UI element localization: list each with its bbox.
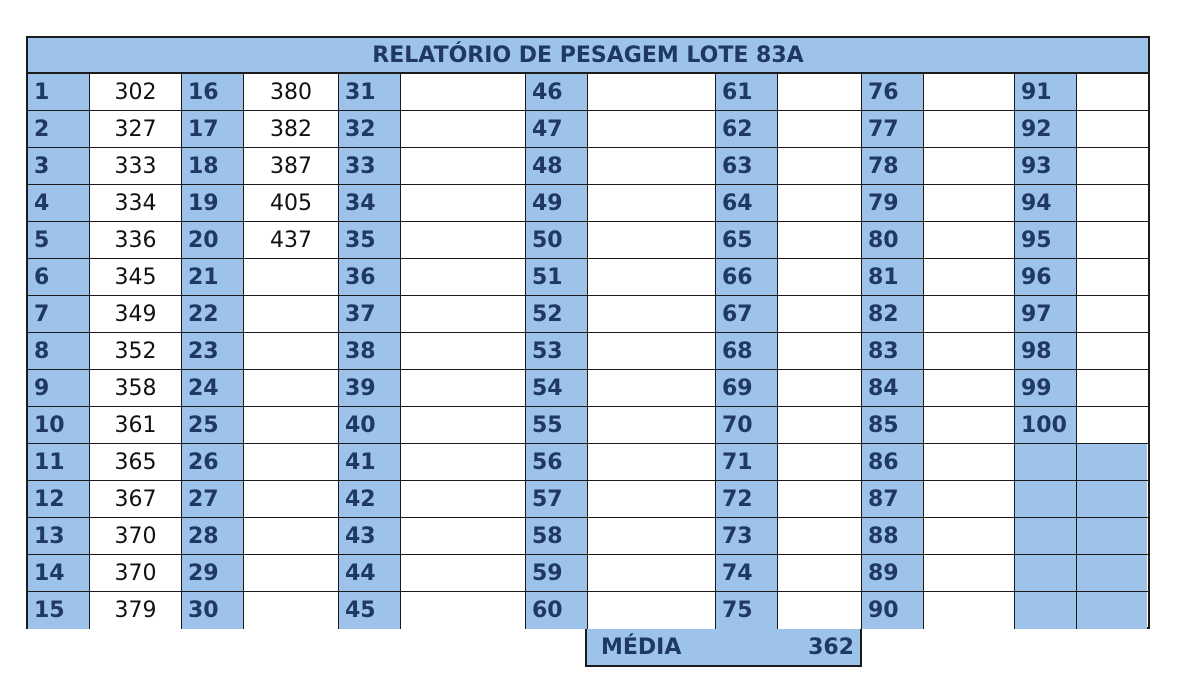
animal-number-cell: 96 (1015, 259, 1077, 295)
animal-number-cell: 18 (182, 148, 244, 184)
weight-value-cell (1077, 555, 1147, 591)
animal-number-cell: 94 (1015, 185, 1077, 221)
animal-number-cell: 84 (862, 370, 924, 406)
animal-number-cell: 11 (28, 444, 90, 480)
animal-number-cell: 36 (339, 259, 401, 295)
animal-number-cell: 95 (1015, 222, 1077, 258)
weight-value-cell (924, 259, 1015, 295)
weight-value-cell (588, 148, 716, 184)
animal-number-cell: 2 (28, 111, 90, 147)
animal-number-cell: 60 (526, 592, 588, 629)
animal-number-cell: 28 (182, 518, 244, 554)
animal-number-cell: 13 (28, 518, 90, 554)
animal-number-cell: 65 (716, 222, 778, 258)
weight-value-cell (588, 333, 716, 369)
animal-number-cell: 70 (716, 407, 778, 443)
animal-number-cell: 56 (526, 444, 588, 480)
weight-value-cell (778, 407, 862, 443)
animal-number-cell: 52 (526, 296, 588, 332)
animal-number-cell: 90 (862, 592, 924, 629)
weight-value-cell (924, 148, 1015, 184)
animal-number-cell: 73 (716, 518, 778, 554)
table-row (28, 111, 1148, 148)
average-box (585, 629, 862, 667)
weight-value-cell: 405 (244, 185, 339, 221)
animal-number-cell: 88 (862, 518, 924, 554)
animal-number-cell: 7 (28, 296, 90, 332)
animal-number-cell (1015, 481, 1077, 517)
animal-number-cell: 92 (1015, 111, 1077, 147)
animal-number-cell: 1 (28, 74, 90, 110)
animal-number-cell: 50 (526, 222, 588, 258)
animal-number-cell: 37 (339, 296, 401, 332)
animal-number-cell: 72 (716, 481, 778, 517)
weight-value-cell: 437 (244, 222, 339, 258)
weight-value-cell (244, 259, 339, 295)
table-row (28, 74, 1148, 111)
weight-value-cell (244, 333, 339, 369)
weight-value-cell: 358 (90, 370, 182, 406)
animal-number-cell: 8 (28, 333, 90, 369)
animal-number-cell: 10 (28, 407, 90, 443)
weight-value-cell (1077, 518, 1147, 554)
animal-number-cell: 24 (182, 370, 244, 406)
report-title: RELATÓRIO DE PESAGEM LOTE 83A (28, 38, 1148, 74)
weight-value-cell (401, 259, 526, 295)
animal-number-cell: 25 (182, 407, 244, 443)
weight-value-cell (244, 444, 339, 480)
table-row (28, 259, 1148, 296)
animal-number-cell: 99 (1015, 370, 1077, 406)
animal-number-cell: 64 (716, 185, 778, 221)
animal-number-cell: 75 (716, 592, 778, 629)
animal-number-cell: 98 (1015, 333, 1077, 369)
animal-number-cell: 86 (862, 444, 924, 480)
weight-value-cell (401, 370, 526, 406)
table-row (28, 592, 1148, 629)
animal-number-cell: 71 (716, 444, 778, 480)
animal-number-cell (1015, 518, 1077, 554)
weight-value-cell: 352 (90, 333, 182, 369)
animal-number-cell: 82 (862, 296, 924, 332)
weight-value-cell (1077, 333, 1147, 369)
weight-value-cell (924, 592, 1015, 629)
table-row (28, 296, 1148, 333)
weight-value-cell (401, 296, 526, 332)
weight-value-cell (1077, 74, 1147, 110)
weight-value-cell: 336 (90, 222, 182, 258)
weight-value-cell (924, 555, 1015, 591)
animal-number-cell: 74 (716, 555, 778, 591)
weight-value-cell (401, 111, 526, 147)
animal-number-cell: 29 (182, 555, 244, 591)
weight-value-cell (924, 222, 1015, 258)
weight-value-cell (244, 518, 339, 554)
weight-value-cell: 334 (90, 185, 182, 221)
weight-value-cell (778, 74, 862, 110)
weight-value-cell (588, 296, 716, 332)
weight-value-cell (244, 370, 339, 406)
animal-number-cell: 85 (862, 407, 924, 443)
animal-number-cell: 12 (28, 481, 90, 517)
animal-number-cell: 63 (716, 148, 778, 184)
weight-value-cell (1077, 296, 1147, 332)
animal-number-cell: 77 (862, 111, 924, 147)
animal-number-cell: 48 (526, 148, 588, 184)
weight-value-cell (401, 333, 526, 369)
weight-value-cell (924, 333, 1015, 369)
weight-value-cell (924, 481, 1015, 517)
animal-number-cell: 33 (339, 148, 401, 184)
animal-number-cell: 78 (862, 148, 924, 184)
weight-value-cell (778, 518, 862, 554)
weight-value-cell (588, 259, 716, 295)
animal-number-cell: 31 (339, 74, 401, 110)
weight-value-cell (244, 296, 339, 332)
weight-value-cell (401, 407, 526, 443)
weight-value-cell: 361 (90, 407, 182, 443)
weight-value-cell (401, 148, 526, 184)
animal-number-cell: 16 (182, 74, 244, 110)
weight-value-cell (401, 222, 526, 258)
weight-value-cell (588, 370, 716, 406)
animal-number-cell: 5 (28, 222, 90, 258)
table-row (28, 148, 1148, 185)
table-row (28, 555, 1148, 592)
weight-value-cell (1077, 259, 1147, 295)
animal-number-cell: 61 (716, 74, 778, 110)
weight-value-cell: 367 (90, 481, 182, 517)
animal-number-cell: 100 (1015, 407, 1077, 443)
animal-number-cell: 38 (339, 333, 401, 369)
weight-value-cell (401, 518, 526, 554)
animal-number-cell: 66 (716, 259, 778, 295)
weight-value-cell (588, 592, 716, 629)
weight-value-cell (588, 518, 716, 554)
animal-number-cell: 27 (182, 481, 244, 517)
animal-number-cell: 93 (1015, 148, 1077, 184)
animal-number-cell: 15 (28, 592, 90, 629)
weight-value-cell (1077, 222, 1147, 258)
animal-number-cell: 58 (526, 518, 588, 554)
animal-number-cell: 14 (28, 555, 90, 591)
animal-number-cell: 26 (182, 444, 244, 480)
animal-number-cell: 87 (862, 481, 924, 517)
weight-value-cell (588, 111, 716, 147)
weight-value-cell (401, 185, 526, 221)
weight-value-cell (401, 555, 526, 591)
animal-number-cell: 44 (339, 555, 401, 591)
weight-value-cell (588, 222, 716, 258)
weight-value-cell (924, 518, 1015, 554)
animal-number-cell: 79 (862, 185, 924, 221)
animal-number-cell: 42 (339, 481, 401, 517)
weight-value-cell (244, 407, 339, 443)
animal-number-cell: 34 (339, 185, 401, 221)
animal-number-cell: 19 (182, 185, 244, 221)
animal-number-cell: 83 (862, 333, 924, 369)
weight-value-cell (1077, 370, 1147, 406)
weight-value-cell (778, 370, 862, 406)
animal-number-cell: 47 (526, 111, 588, 147)
animal-number-cell: 45 (339, 592, 401, 629)
animal-number-cell: 97 (1015, 296, 1077, 332)
animal-number-cell: 69 (716, 370, 778, 406)
animal-number-cell: 51 (526, 259, 588, 295)
table-row (28, 222, 1148, 259)
weight-value-cell (924, 296, 1015, 332)
weight-value-cell (244, 592, 339, 629)
animal-number-cell: 4 (28, 185, 90, 221)
weight-value-cell (924, 74, 1015, 110)
weight-value-cell (588, 407, 716, 443)
animal-number-cell: 46 (526, 74, 588, 110)
weight-value-cell (1077, 407, 1147, 443)
animal-number-cell: 3 (28, 148, 90, 184)
animal-number-cell: 49 (526, 185, 588, 221)
weight-value-cell (778, 296, 862, 332)
animal-number-cell: 35 (339, 222, 401, 258)
table-row (28, 407, 1148, 444)
weight-value-cell (778, 592, 862, 629)
weight-value-cell: 370 (90, 555, 182, 591)
weight-value-cell (778, 259, 862, 295)
weight-value-cell (1077, 111, 1147, 147)
weight-value-cell (401, 444, 526, 480)
weight-value-cell (924, 444, 1015, 480)
weight-value-cell: 345 (90, 259, 182, 295)
weight-value-cell: 365 (90, 444, 182, 480)
weight-value-cell (778, 444, 862, 480)
weight-value-cell (401, 592, 526, 629)
weight-value-cell: 302 (90, 74, 182, 110)
animal-number-cell: 54 (526, 370, 588, 406)
weight-value-cell (924, 370, 1015, 406)
weight-value-cell (778, 148, 862, 184)
weight-value-cell (1077, 185, 1147, 221)
animal-number-cell: 9 (28, 370, 90, 406)
animal-number-cell (1015, 444, 1077, 480)
weight-value-cell (778, 185, 862, 221)
weight-value-cell: 349 (90, 296, 182, 332)
animal-number-cell: 89 (862, 555, 924, 591)
table-row (28, 518, 1148, 555)
animal-number-cell: 53 (526, 333, 588, 369)
animal-number-cell: 43 (339, 518, 401, 554)
animal-number-cell: 68 (716, 333, 778, 369)
animal-number-cell: 40 (339, 407, 401, 443)
weight-value-cell (924, 111, 1015, 147)
weight-value-cell (1077, 592, 1147, 629)
table-row (28, 370, 1148, 407)
weight-value-cell: 370 (90, 518, 182, 554)
weight-value-cell: 333 (90, 148, 182, 184)
weight-value-cell (1077, 148, 1147, 184)
animal-number-cell: 6 (28, 259, 90, 295)
table-row (28, 481, 1148, 518)
weight-value-cell (778, 222, 862, 258)
average-value: 362 (808, 634, 854, 660)
weight-value-cell: 387 (244, 148, 339, 184)
animal-number-cell: 57 (526, 481, 588, 517)
animal-number-cell: 80 (862, 222, 924, 258)
weight-value-cell (778, 481, 862, 517)
table-row (28, 444, 1148, 481)
weight-value-cell (588, 555, 716, 591)
table-row (28, 333, 1148, 370)
weight-value-cell (778, 555, 862, 591)
weight-value-cell (588, 74, 716, 110)
weight-value-cell (244, 481, 339, 517)
weight-value-cell (588, 444, 716, 480)
animal-number-cell: 62 (716, 111, 778, 147)
animal-number-cell: 32 (339, 111, 401, 147)
weight-value-cell (778, 111, 862, 147)
weight-value-cell (924, 185, 1015, 221)
animal-number-cell: 55 (526, 407, 588, 443)
animal-number-cell: 21 (182, 259, 244, 295)
animal-number-cell: 67 (716, 296, 778, 332)
animal-number-cell: 91 (1015, 74, 1077, 110)
weight-value-cell: 380 (244, 74, 339, 110)
weight-value-cell (401, 74, 526, 110)
animal-number-cell (1015, 555, 1077, 591)
weight-value-cell: 327 (90, 111, 182, 147)
animal-number-cell: 59 (526, 555, 588, 591)
weight-value-cell (588, 185, 716, 221)
weight-value-cell: 379 (90, 592, 182, 629)
weight-value-cell (1077, 444, 1147, 480)
animal-number-cell: 81 (862, 259, 924, 295)
animal-number-cell: 23 (182, 333, 244, 369)
weight-value-cell (588, 481, 716, 517)
table-row (28, 185, 1148, 222)
animal-number-cell: 30 (182, 592, 244, 629)
weight-value-cell (778, 333, 862, 369)
animal-number-cell: 76 (862, 74, 924, 110)
weighing-report-table (26, 36, 1150, 629)
weight-value-cell: 382 (244, 111, 339, 147)
weight-value-cell (401, 481, 526, 517)
animal-number-cell: 22 (182, 296, 244, 332)
weight-value-cell (1077, 481, 1147, 517)
average-label: MÉDIA (601, 634, 682, 660)
animal-number-cell: 17 (182, 111, 244, 147)
weight-value-cell (244, 555, 339, 591)
animal-number-cell: 20 (182, 222, 244, 258)
animal-number-cell: 39 (339, 370, 401, 406)
animal-number-cell (1015, 592, 1077, 629)
animal-number-cell: 41 (339, 444, 401, 480)
weight-value-cell (924, 407, 1015, 443)
